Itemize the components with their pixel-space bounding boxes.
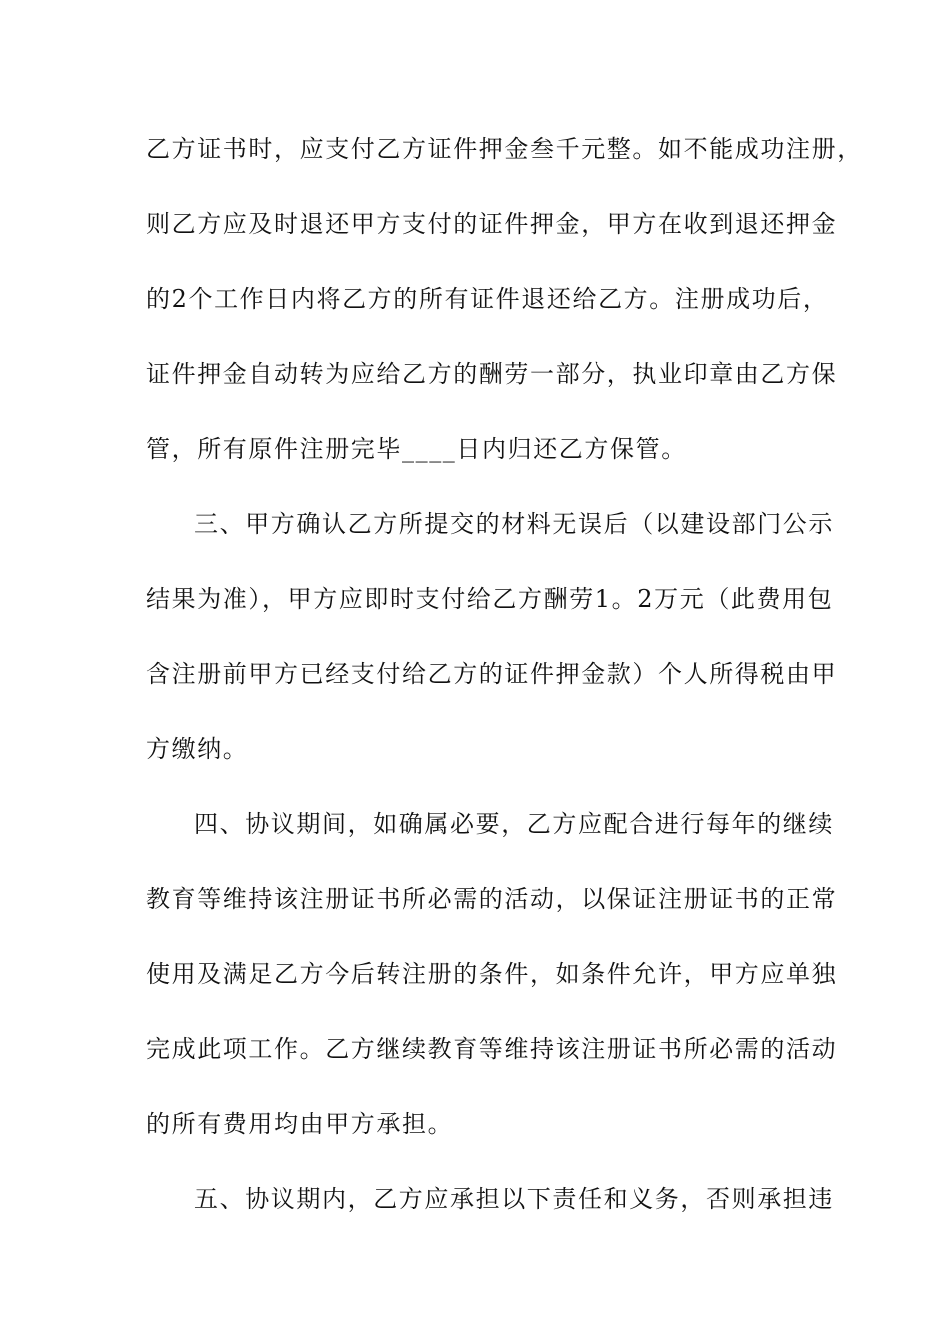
text-line: 含注册前甲方已经支付给乙方的证件押金款）个人所得税由甲 (146, 660, 838, 688)
text-line: 的所有费用均由甲方承担。 (146, 1110, 454, 1138)
text-line: 使用及满足乙方今后转注册的条件，如条件允许，甲方应单独 (146, 960, 838, 988)
text-line: 证件押金自动转为应给乙方的酬劳一部分，执业印章由乙方保 (146, 360, 838, 388)
text-line: 三、甲方确认乙方所提交的材料无误后（以建设部门公示 (194, 510, 834, 538)
text-line: 乙方证书时，应支付乙方证件押金叁千元整。如不能成功注册， (146, 135, 863, 163)
text-line: 的2个工作日内将乙方的所有证件退还给乙方。注册成功后， (146, 285, 829, 313)
text-line: 则乙方应及时退还甲方支付的证件押金，甲方在收到退还押金 (146, 210, 838, 238)
text-line: 结果为准），甲方应即时支付给乙方酬劳1。2万元（此费用包 (146, 585, 834, 613)
text-line: 教育等维持该注册证书所必需的活动，以保证注册证书的正常 (146, 885, 838, 913)
text-line: 管，所有原件注册完毕____日内归还乙方保管。 (146, 435, 687, 463)
text-line: 四、协议期间，如确属必要，乙方应配合进行每年的继续 (194, 810, 834, 838)
text-line: 五、协议期内，乙方应承担以下责任和义务，否则承担违 (194, 1185, 834, 1213)
text-line: 完成此项工作。乙方继续教育等维持该注册证书所必需的活动 (146, 1035, 838, 1063)
text-line: 方缴纳。 (146, 735, 249, 763)
